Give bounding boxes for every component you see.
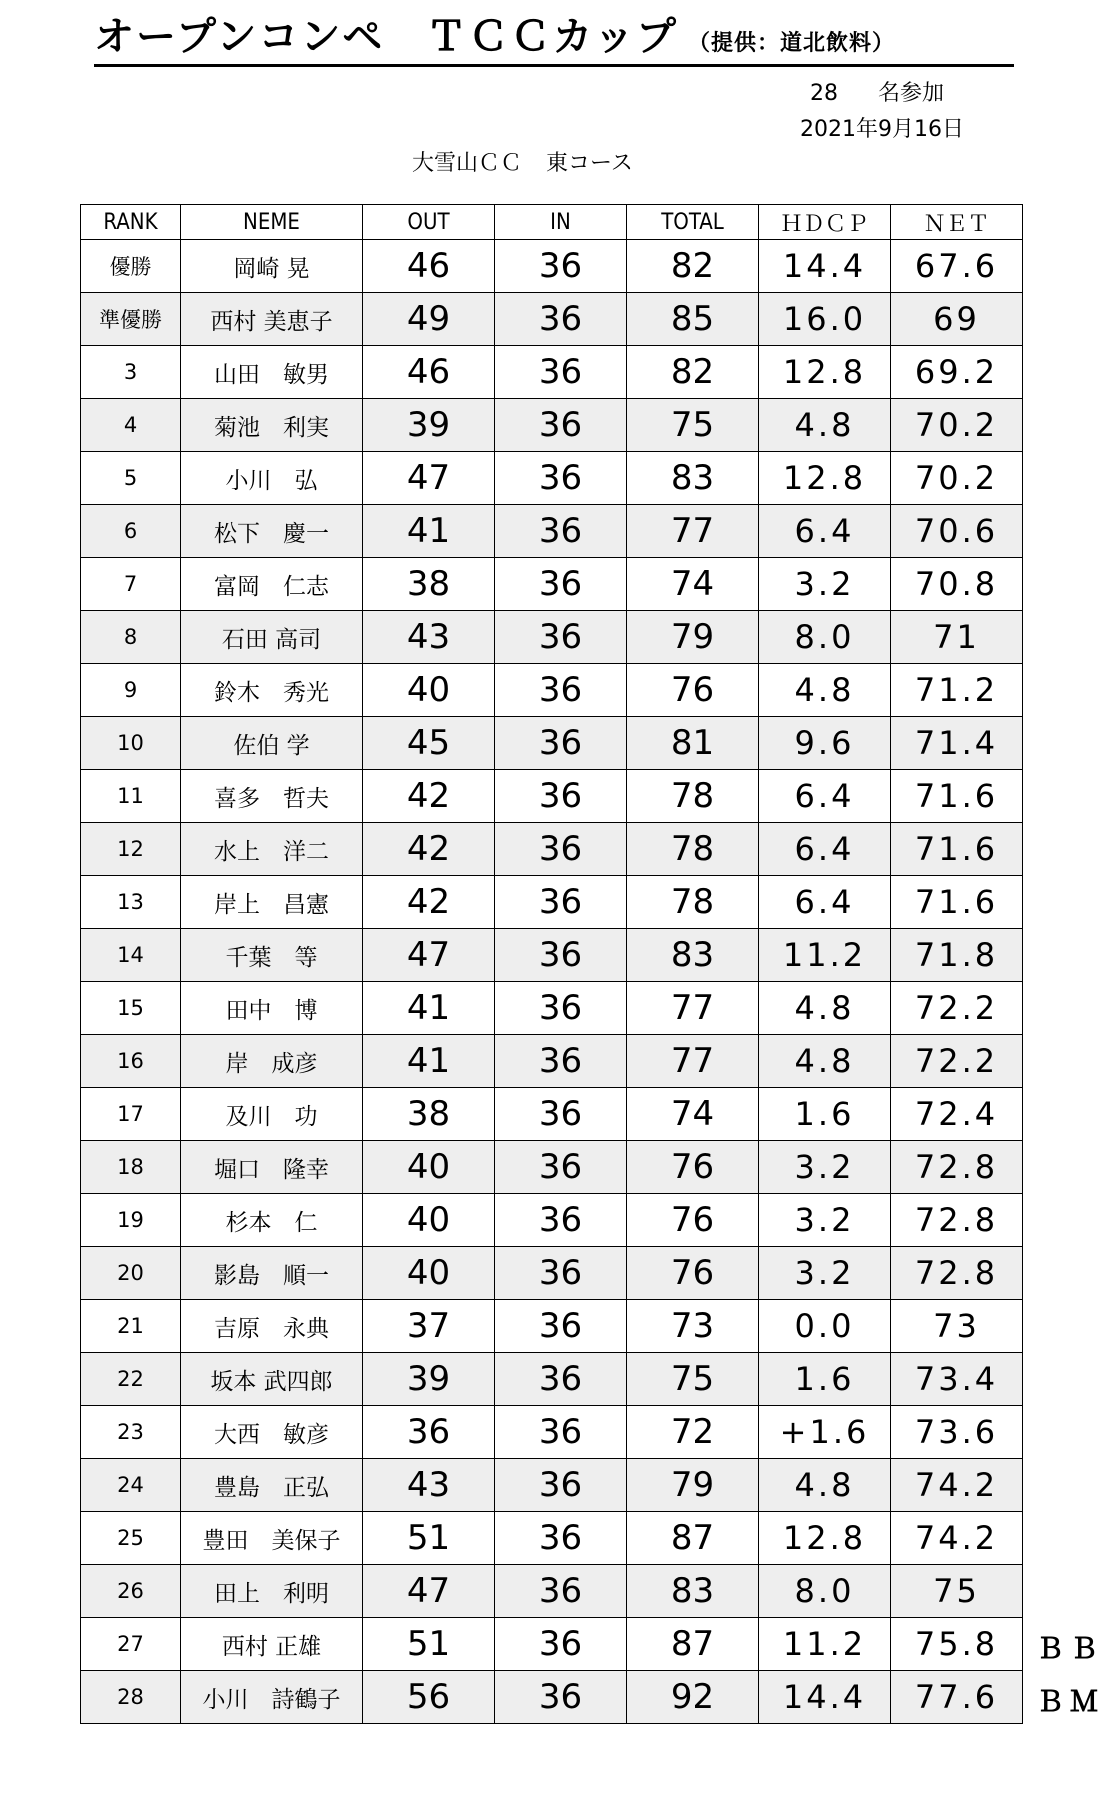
out-cell: 36 (363, 1406, 495, 1459)
out-cell: 42 (363, 823, 495, 876)
in-cell: 36 (495, 1512, 627, 1565)
table-row (81, 1300, 1023, 1353)
name-cell: 石田 高司 (181, 611, 363, 664)
out-cell: 39 (363, 399, 495, 452)
in-cell: 36 (495, 1406, 627, 1459)
rank-cell: 14 (81, 929, 181, 982)
total-cell: 75 (627, 399, 759, 452)
rank-cell: 8 (81, 611, 181, 664)
net-cell: 69.2 (891, 346, 1023, 399)
table-row (81, 399, 1023, 452)
net-cell: 73.6 (891, 1406, 1023, 1459)
hdcp-cell: 3.2 (759, 1247, 891, 1300)
table-row (81, 982, 1023, 1035)
total-cell: 78 (627, 876, 759, 929)
rank-cell: 25 (81, 1512, 181, 1565)
total-cell: 82 (627, 240, 759, 293)
rank-cell: 26 (81, 1565, 181, 1618)
hdcp-cell: 16.0 (759, 293, 891, 346)
rank-cell: 5 (81, 452, 181, 505)
net-cell: 72.8 (891, 1194, 1023, 1247)
name-cell: 岡崎 晃 (181, 240, 363, 293)
net-cell: 71.2 (891, 664, 1023, 717)
total-cell: 78 (627, 770, 759, 823)
rank-cell: 24 (81, 1459, 181, 1512)
hdcp-cell: 3.2 (759, 1141, 891, 1194)
total-cell: 79 (627, 611, 759, 664)
total-cell: 77 (627, 982, 759, 1035)
column-header-name: NEME (181, 205, 363, 240)
table-row (81, 1353, 1023, 1406)
total-cell: 76 (627, 1247, 759, 1300)
net-cell: 75 (891, 1565, 1023, 1618)
name-cell: 西村 正雄 (181, 1618, 363, 1671)
table-row (81, 1512, 1023, 1565)
net-cell: 71.6 (891, 770, 1023, 823)
in-cell: 36 (495, 1300, 627, 1353)
course-section: 東コース (546, 151, 633, 176)
name-cell: 小川 弘 (181, 452, 363, 505)
net-cell: 73 (891, 1300, 1023, 1353)
net-cell: 74.2 (891, 1459, 1023, 1512)
net-cell: 69 (891, 293, 1023, 346)
total-cell: 76 (627, 664, 759, 717)
out-cell: 46 (363, 240, 495, 293)
hdcp-cell: 0.0 (759, 1300, 891, 1353)
hdcp-cell: 8.0 (759, 611, 891, 664)
table-row (81, 1141, 1023, 1194)
table-row (81, 823, 1023, 876)
rank-cell: 6 (81, 505, 181, 558)
net-cell: 72.2 (891, 982, 1023, 1035)
event-date: 2021年9月16日 (800, 117, 964, 142)
net-cell: 77.6 (891, 1671, 1023, 1724)
total-cell: 75 (627, 1353, 759, 1406)
name-cell: 及川 功 (181, 1088, 363, 1141)
participant-label: 名参加 (878, 81, 945, 106)
table-row (81, 611, 1023, 664)
hdcp-cell: 3.2 (759, 1194, 891, 1247)
title-text: オープンコンペ ＴＣＣカップ (94, 14, 678, 60)
name-cell: 杉本 仁 (181, 1194, 363, 1247)
table-row (81, 664, 1023, 717)
hdcp-cell: 4.8 (759, 399, 891, 452)
rank-cell: 17 (81, 1088, 181, 1141)
in-cell: 36 (495, 1088, 627, 1141)
net-cell: 71.6 (891, 876, 1023, 929)
title-block (94, 14, 1014, 67)
table-row (81, 1618, 1023, 1671)
total-cell: 76 (627, 1194, 759, 1247)
hdcp-cell: 8.0 (759, 1565, 891, 1618)
out-cell: 41 (363, 505, 495, 558)
name-cell: 坂本 武四郎 (181, 1353, 363, 1406)
name-cell: 豊田 美保子 (181, 1512, 363, 1565)
rank-cell: 18 (81, 1141, 181, 1194)
rank-cell: 22 (81, 1353, 181, 1406)
rank-cell: 10 (81, 717, 181, 770)
hdcp-cell: 6.4 (759, 876, 891, 929)
hdcp-cell: 4.8 (759, 982, 891, 1035)
name-cell: 松下 慶一 (181, 505, 363, 558)
total-cell: 78 (627, 823, 759, 876)
course-name: 大雪山ＣＣ (412, 151, 523, 176)
rank-cell: 9 (81, 664, 181, 717)
hdcp-cell: 9.6 (759, 717, 891, 770)
hdcp-cell: 12.8 (759, 346, 891, 399)
in-cell: 36 (495, 346, 627, 399)
column-header-total: TOTAL (627, 205, 759, 240)
name-cell: 田上 利明 (181, 1565, 363, 1618)
out-cell: 51 (363, 1512, 495, 1565)
out-cell: 37 (363, 1300, 495, 1353)
name-cell: 堀口 隆幸 (181, 1141, 363, 1194)
name-cell: 富岡 仁志 (181, 558, 363, 611)
net-cell: 72.8 (891, 1247, 1023, 1300)
out-cell: 42 (363, 876, 495, 929)
hdcp-cell: 12.8 (759, 1512, 891, 1565)
total-cell: 83 (627, 452, 759, 505)
table-row (81, 876, 1023, 929)
total-cell: 83 (627, 929, 759, 982)
table-row (81, 452, 1023, 505)
name-cell: 吉原 永典 (181, 1300, 363, 1353)
out-cell: 47 (363, 452, 495, 505)
table-row (81, 293, 1023, 346)
table-row (81, 717, 1023, 770)
net-cell: 71.8 (891, 929, 1023, 982)
table-row (81, 1459, 1023, 1512)
name-cell: 岸上 昌憲 (181, 876, 363, 929)
in-cell: 36 (495, 876, 627, 929)
rank-cell: 16 (81, 1035, 181, 1088)
rank-cell: 優勝 (81, 240, 181, 293)
net-cell: 74.2 (891, 1512, 1023, 1565)
rank-cell: 15 (81, 982, 181, 1035)
net-cell: 70.2 (891, 452, 1023, 505)
name-cell: 鈴木 秀光 (181, 664, 363, 717)
hdcp-cell: 1.6 (759, 1088, 891, 1141)
rank-cell: 4 (81, 399, 181, 452)
in-cell: 36 (495, 1194, 627, 1247)
in-cell: 36 (495, 982, 627, 1035)
name-cell: 影島 順一 (181, 1247, 363, 1300)
rank-cell: 準優勝 (81, 293, 181, 346)
hdcp-cell: 3.2 (759, 558, 891, 611)
table-row (81, 1035, 1023, 1088)
total-cell: 77 (627, 1035, 759, 1088)
rank-cell: 20 (81, 1247, 181, 1300)
out-cell: 40 (363, 664, 495, 717)
out-cell: 40 (363, 1141, 495, 1194)
in-cell: 36 (495, 399, 627, 452)
hdcp-cell: 6.4 (759, 770, 891, 823)
out-cell: 41 (363, 982, 495, 1035)
sponsor-note: （提供：道北飲料） (688, 31, 896, 56)
hdcp-cell: 12.8 (759, 452, 891, 505)
out-cell: 40 (363, 1194, 495, 1247)
hdcp-cell: 6.4 (759, 823, 891, 876)
name-cell: 西村 美恵子 (181, 293, 363, 346)
in-cell: 36 (495, 293, 627, 346)
name-cell: 岸 成彦 (181, 1035, 363, 1088)
table-row (81, 929, 1023, 982)
award-mark: ＢＢ (1036, 1632, 1105, 1665)
hdcp-cell: 14.4 (759, 1671, 891, 1724)
hdcp-cell: 1.6 (759, 1353, 891, 1406)
column-header-hdcp: ＨＤＣＰ (759, 205, 891, 240)
participant-number: 28 (810, 81, 838, 106)
in-cell: 36 (495, 1035, 627, 1088)
net-cell: 71.6 (891, 823, 1023, 876)
total-cell: 79 (627, 1459, 759, 1512)
out-cell: 43 (363, 611, 495, 664)
table-row (81, 1671, 1023, 1724)
in-cell: 36 (495, 505, 627, 558)
name-cell: 山田 敏男 (181, 346, 363, 399)
out-cell: 46 (363, 346, 495, 399)
in-cell: 36 (495, 1353, 627, 1406)
out-cell: 49 (363, 293, 495, 346)
in-cell: 36 (495, 770, 627, 823)
rank-cell: 13 (81, 876, 181, 929)
total-cell: 74 (627, 1088, 759, 1141)
table-row (81, 1565, 1023, 1618)
hdcp-cell: 11.2 (759, 929, 891, 982)
out-cell: 38 (363, 1088, 495, 1141)
rank-cell: 7 (81, 558, 181, 611)
table-row (81, 346, 1023, 399)
participant-count (810, 76, 944, 107)
out-cell: 47 (363, 929, 495, 982)
total-cell: 73 (627, 1300, 759, 1353)
total-cell: 87 (627, 1512, 759, 1565)
net-cell: 71.4 (891, 717, 1023, 770)
hdcp-cell: 4.8 (759, 1459, 891, 1512)
table-row (81, 558, 1023, 611)
course-info (412, 146, 633, 177)
net-cell: 72.8 (891, 1141, 1023, 1194)
column-header-in: IN (495, 205, 627, 240)
award-mark: ＢＭ (1036, 1685, 1105, 1718)
net-cell: 72.2 (891, 1035, 1023, 1088)
document-title (94, 14, 895, 67)
net-cell: 70.2 (891, 399, 1023, 452)
out-cell: 42 (363, 770, 495, 823)
in-cell: 36 (495, 1565, 627, 1618)
name-cell: 水上 洋二 (181, 823, 363, 876)
hdcp-cell: 6.4 (759, 505, 891, 558)
net-cell: 70.8 (891, 558, 1023, 611)
total-cell: 77 (627, 505, 759, 558)
name-cell: 豊島 正弘 (181, 1459, 363, 1512)
in-cell: 36 (495, 823, 627, 876)
in-cell: 36 (495, 717, 627, 770)
results-table (80, 204, 1023, 1724)
in-cell: 36 (495, 1618, 627, 1671)
rank-cell: 23 (81, 1406, 181, 1459)
rank-cell: 12 (81, 823, 181, 876)
name-cell: 千葉 等 (181, 929, 363, 982)
net-cell: 67.6 (891, 240, 1023, 293)
net-cell: 72.4 (891, 1088, 1023, 1141)
out-cell: 51 (363, 1618, 495, 1671)
out-cell: 43 (363, 1459, 495, 1512)
total-cell: 83 (627, 1565, 759, 1618)
total-cell: 72 (627, 1406, 759, 1459)
table-row (81, 1247, 1023, 1300)
total-cell: 92 (627, 1671, 759, 1724)
out-cell: 56 (363, 1671, 495, 1724)
table-row (81, 240, 1023, 293)
out-cell: 41 (363, 1035, 495, 1088)
table-row (81, 770, 1023, 823)
rank-cell: 28 (81, 1671, 181, 1724)
out-cell: 38 (363, 558, 495, 611)
in-cell: 36 (495, 611, 627, 664)
column-header-out: OUT (363, 205, 495, 240)
in-cell: 36 (495, 1671, 627, 1724)
name-cell: 田中 博 (181, 982, 363, 1035)
hdcp-cell: 11.2 (759, 1618, 891, 1671)
net-cell: 70.6 (891, 505, 1023, 558)
total-cell: 87 (627, 1618, 759, 1671)
header-row (81, 205, 1023, 240)
net-cell: 73.4 (891, 1353, 1023, 1406)
name-cell: 佐伯 学 (181, 717, 363, 770)
in-cell: 36 (495, 452, 627, 505)
out-cell: 45 (363, 717, 495, 770)
in-cell: 36 (495, 1459, 627, 1512)
rank-cell: 11 (81, 770, 181, 823)
rank-cell: 3 (81, 346, 181, 399)
column-header-rank: RANK (81, 205, 181, 240)
net-cell: 71 (891, 611, 1023, 664)
table-row (81, 1088, 1023, 1141)
name-cell: 喜多 哲夫 (181, 770, 363, 823)
rank-cell: 21 (81, 1300, 181, 1353)
name-cell: 大西 敏彦 (181, 1406, 363, 1459)
total-cell: 82 (627, 346, 759, 399)
hdcp-cell: +1.6 (759, 1406, 891, 1459)
in-cell: 36 (495, 558, 627, 611)
name-cell: 菊池 利実 (181, 399, 363, 452)
in-cell: 36 (495, 1141, 627, 1194)
table-row (81, 1194, 1023, 1247)
hdcp-cell: 4.8 (759, 1035, 891, 1088)
out-cell: 40 (363, 1247, 495, 1300)
rank-cell: 19 (81, 1194, 181, 1247)
out-cell: 47 (363, 1565, 495, 1618)
out-cell: 39 (363, 1353, 495, 1406)
total-cell: 74 (627, 558, 759, 611)
in-cell: 36 (495, 240, 627, 293)
total-cell: 81 (627, 717, 759, 770)
in-cell: 36 (495, 664, 627, 717)
rank-cell: 27 (81, 1618, 181, 1671)
in-cell: 36 (495, 1247, 627, 1300)
table-row (81, 1406, 1023, 1459)
total-cell: 76 (627, 1141, 759, 1194)
total-cell: 85 (627, 293, 759, 346)
hdcp-cell: 4.8 (759, 664, 891, 717)
hdcp-cell: 14.4 (759, 240, 891, 293)
table-row (81, 505, 1023, 558)
name-cell: 小川 詩鶴子 (181, 1671, 363, 1724)
column-header-net: ＮＥＴ (891, 205, 1023, 240)
in-cell: 36 (495, 929, 627, 982)
net-cell: 75.8 (891, 1618, 1023, 1671)
